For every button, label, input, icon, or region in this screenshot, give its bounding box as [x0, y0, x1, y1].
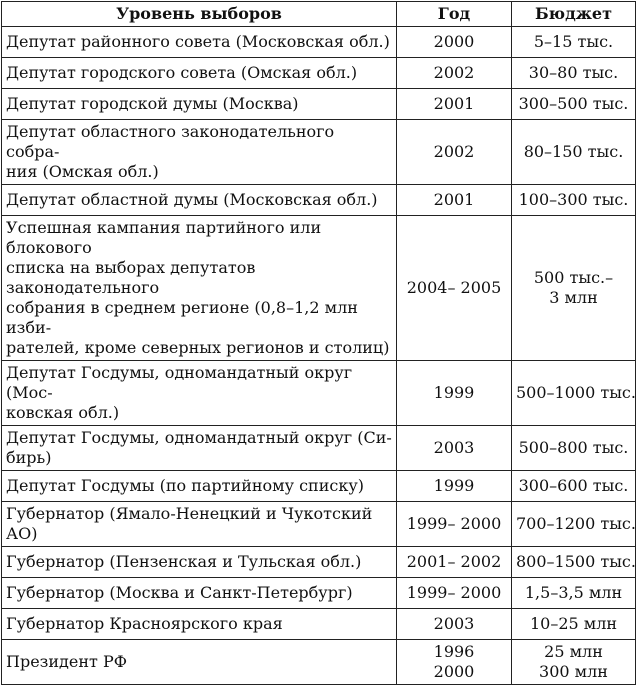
year-cell [397, 640, 512, 685]
level-cell [2, 120, 397, 185]
year-cell [397, 89, 512, 120]
table-row [2, 89, 636, 120]
year-cell [397, 426, 512, 471]
year-text: 2001 [433, 94, 475, 113]
table-row [2, 120, 636, 185]
budget-text: 300 млн [539, 662, 608, 681]
level-cell [2, 426, 397, 471]
year-text: 2003 [433, 614, 475, 633]
level-text: Депутат Госдумы, одномандатный округ (Си- [6, 428, 392, 447]
year-cell [397, 502, 512, 547]
year-cell [397, 27, 512, 58]
budget-cell [512, 471, 636, 502]
budget-text: 1,5–3,5 млн [524, 583, 623, 602]
level-cell [2, 361, 397, 426]
level-cell [2, 58, 397, 89]
level-text: списка на выборах депутатов законодательного [6, 258, 256, 297]
level-cell [2, 89, 397, 120]
level-cell [2, 216, 397, 361]
header-year: Год [397, 2, 512, 27]
level-text: бирь) [6, 448, 52, 467]
level-text: Депутат районного совета (Московская обл.) [6, 32, 390, 51]
budget-cell [512, 27, 636, 58]
level-text: собрания в среднем регионе (0,8–1,2 млн изби- [6, 298, 358, 337]
budget-text: 3 млн [549, 288, 598, 307]
table-row [2, 609, 636, 640]
table-row [2, 27, 636, 58]
year-cell [397, 58, 512, 89]
budget-text: 10–25 млн [529, 614, 618, 633]
table-header-row [2, 2, 636, 27]
level-text: Депутат областного законодательного собра- [6, 122, 335, 161]
table-row [2, 58, 636, 89]
level-text: Депутат областной думы (Московская обл.) [6, 190, 378, 209]
level-text: Депутат городского совета (Омская обл.) [6, 63, 358, 82]
budget-cell [512, 609, 636, 640]
budget-text: 500–1000 тыс. [516, 383, 636, 402]
year-text: 1999– 2000 [406, 514, 502, 533]
level-text: ковская обл.) [6, 403, 120, 422]
level-cell [2, 609, 397, 640]
budget-text: 25 млн [544, 642, 603, 661]
header-level: Уровень выборов [2, 2, 397, 27]
level-cell [2, 27, 397, 58]
level-cell [2, 547, 397, 578]
year-text: 2002 [433, 63, 475, 82]
budget-cell [512, 502, 636, 547]
level-text: Губернатор (Пензенская и Тульская обл.) [6, 552, 362, 571]
level-text: Губернатор (Ямало-Ненецкий и Чукотский АО) [6, 504, 373, 543]
year-cell [397, 185, 512, 216]
level-text: Губернатор Красноярского края [6, 614, 283, 633]
year-cell [397, 120, 512, 185]
budget-text: 5–15 тыс. [533, 32, 614, 51]
table-row [2, 502, 636, 547]
year-text: 2002 [433, 142, 475, 161]
level-cell [2, 640, 397, 685]
year-text: 2003 [433, 438, 475, 457]
year-text: 2004– 2005 [406, 278, 502, 297]
table-row [2, 361, 636, 426]
budget-cell [512, 578, 636, 609]
budget-cell [512, 58, 636, 89]
table-row [2, 547, 636, 578]
budget-text: 300–500 тыс. [518, 94, 629, 113]
table-row [2, 185, 636, 216]
budget-text: 500 тыс.– [533, 268, 614, 287]
budget-cell [512, 426, 636, 471]
level-cell [2, 502, 397, 547]
budget-text: 500–800 тыс. [518, 438, 629, 457]
level-text: рателей, кроме северных регионов и столиц) [6, 338, 390, 357]
election-budget-table [1, 1, 636, 685]
budget-text: 80–150 тыс. [523, 142, 624, 161]
year-cell [397, 609, 512, 640]
table-row [2, 471, 636, 502]
budget-cell [512, 547, 636, 578]
year-cell [397, 547, 512, 578]
year-text: 1999 [433, 476, 475, 495]
level-text: ния (Омская обл.) [6, 162, 159, 181]
level-cell [2, 471, 397, 502]
table-row [2, 640, 636, 685]
table-row [2, 578, 636, 609]
level-cell [2, 578, 397, 609]
year-text: 2001– 2002 [406, 552, 502, 571]
year-text: 1996 [433, 642, 475, 661]
level-cell [2, 185, 397, 216]
year-cell [397, 471, 512, 502]
budget-text: 800–1500 тыс. [516, 552, 636, 571]
year-cell [397, 578, 512, 609]
budget-text: 700–1200 тыс. [516, 514, 636, 533]
year-cell [397, 361, 512, 426]
year-text: 2001 [433, 190, 475, 209]
header-budget: Бюджет [512, 2, 636, 27]
level-text: Депутат городской думы (Москва) [6, 94, 299, 113]
table-row [2, 426, 636, 471]
year-cell [397, 216, 512, 361]
table-row [2, 216, 636, 361]
table-body [2, 27, 636, 685]
budget-cell [512, 216, 636, 361]
budget-text: 30–80 тыс. [528, 63, 619, 82]
year-text: 2000 [433, 32, 475, 51]
year-text: 1999 [433, 383, 475, 402]
level-text: Успешная кампания партийного или блокового [6, 218, 322, 257]
budget-cell [512, 361, 636, 426]
budget-cell [512, 640, 636, 685]
year-text: 1999– 2000 [406, 583, 502, 602]
level-text: Депутат Госдумы (по партийному списку) [6, 476, 364, 495]
level-text: Губернатор (Москва и Санкт-Петербург) [6, 583, 353, 602]
budget-cell [512, 120, 636, 185]
level-text: Депутат Госдумы, одномандатный округ (Мос- [6, 363, 353, 402]
budget-cell [512, 185, 636, 216]
level-text: Президент РФ [6, 652, 128, 671]
budget-text: 100–300 тыс. [518, 190, 629, 209]
budget-cell [512, 89, 636, 120]
year-text: 2000 [433, 662, 475, 681]
budget-text: 300–600 тыс. [518, 476, 629, 495]
